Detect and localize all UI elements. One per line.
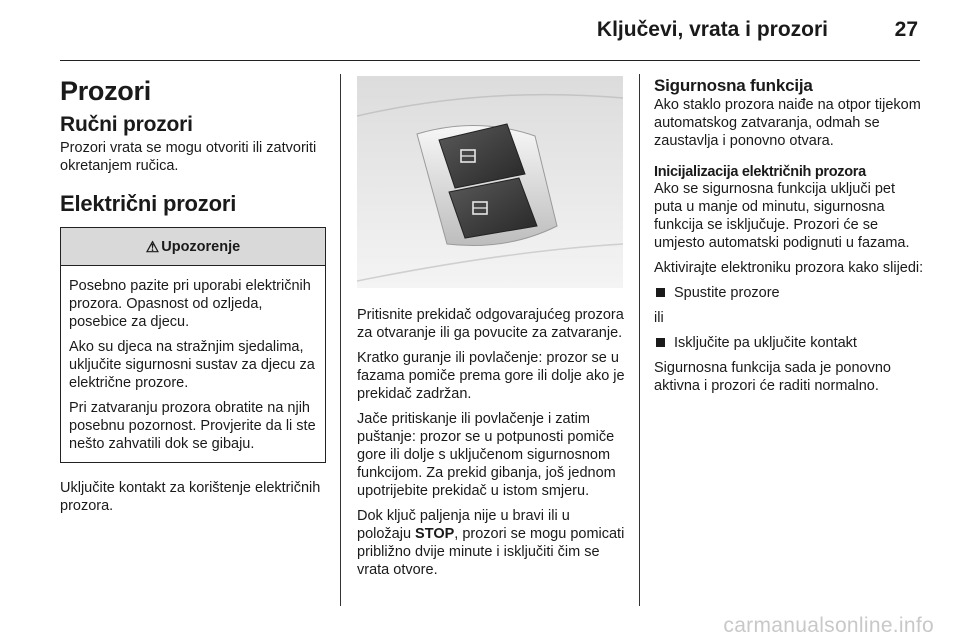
paragraph: Sigurnosna funkcija sada je ponovno aktivna i prozori će raditi normalno. xyxy=(654,360,891,394)
page-number: 27 xyxy=(894,18,918,41)
warning-paragraph: Posebno pazite pri uporabi električnih prozora. Opasnost od ozljeda, posebice za djecu. xyxy=(69,278,311,330)
list-item xyxy=(654,284,926,302)
paragraph: Ako se sigurnosna funkcija uključi pet puta u manje od minutu, sigurnosna funkcija se isključuje. Prozori će se umjesto automatski podignuti u fazama. xyxy=(654,181,910,251)
paragraph: Uključite kontakt za korištenje električnih prozora. xyxy=(60,480,321,514)
warning-paragraph: Ako su djeca na stražnjim sjedalima, uključite sigurnosni sustav za djecu za električne prozore. xyxy=(69,339,315,391)
paragraph: Aktivirajte elektroniku prozora kako slijedi: xyxy=(654,260,924,276)
column-left xyxy=(60,70,326,522)
heading-safety-function: Sigurnosna funkcija xyxy=(654,76,813,95)
paragraph: Pritisnite prekidač odgovarajućeg prozora za otvaranje ili ga povucite za zatvaranje. xyxy=(357,307,624,341)
warning-header xyxy=(61,228,325,266)
heading-manual-windows: Ručni prozori xyxy=(60,113,193,136)
heading-power-windows: Električni prozori xyxy=(60,191,237,216)
warning-title: Upozorenje xyxy=(161,238,241,255)
paragraph: Prozori vrata se mogu otvoriti ili zatvoriti okretanjem ručica. xyxy=(60,140,317,174)
column-divider xyxy=(340,74,341,606)
warning-box xyxy=(60,227,326,463)
column-divider xyxy=(639,74,640,606)
paragraph: Ako staklo prozora naiđe na otpor tijekom automatskog zatvaranja, odmah se zaustavlja i ponovno otvara. xyxy=(654,97,921,149)
warning-triangle-icon: ⚠ xyxy=(145,238,160,256)
bold-term: STOP xyxy=(415,526,455,542)
text-run: Dok ključ paljenja nije u bravi ili u položaju xyxy=(357,508,570,542)
window-switch-drawing xyxy=(357,76,623,288)
paragraph xyxy=(357,507,625,579)
list-item-text: Spustite prozore xyxy=(674,285,780,301)
list-item-text: Isključite pa uključite kontakt xyxy=(674,335,857,351)
paragraph: ili xyxy=(654,310,664,326)
warning-paragraph: Pri zatvaranju prozora obratite na njih posebnu pozornost. Provjerite da li ste nešto zahvatili dok se gibaju. xyxy=(69,400,316,452)
paragraph: Kratko guranje ili povlačenje: prozor se u fazama pomiče prema gore ili dolje ako je prekidač zadržan. xyxy=(357,350,625,402)
window-switch-illustration xyxy=(357,76,623,288)
list-item xyxy=(654,334,926,352)
text-run: , prozori se mogu pomicati približno dvije minute i isključiti čim se vrata otvore. xyxy=(357,526,625,578)
column-right xyxy=(654,70,926,402)
section-title: Ključevi, vrata i prozori xyxy=(596,18,828,41)
paragraph: Jače pritiskanje ili povlačenje i zatim puštanje: prozor se u potpunosti pomiče gore ili dolje s uključenom sigurnosnom funkcijom. Za prekid gibanja, još jednom upotrijebite prekidač u istom smjeru. xyxy=(357,411,616,499)
page-header xyxy=(60,14,920,61)
heading-initialization: Inicijalizacija električnih prozora xyxy=(654,164,866,180)
chapter-heading: Prozori xyxy=(60,76,151,106)
warning-body xyxy=(61,266,325,462)
bullet-square-icon xyxy=(656,288,665,297)
bullet-square-icon xyxy=(656,338,665,347)
column-middle xyxy=(357,70,625,586)
watermark: carmanualsonline.info xyxy=(723,614,934,637)
